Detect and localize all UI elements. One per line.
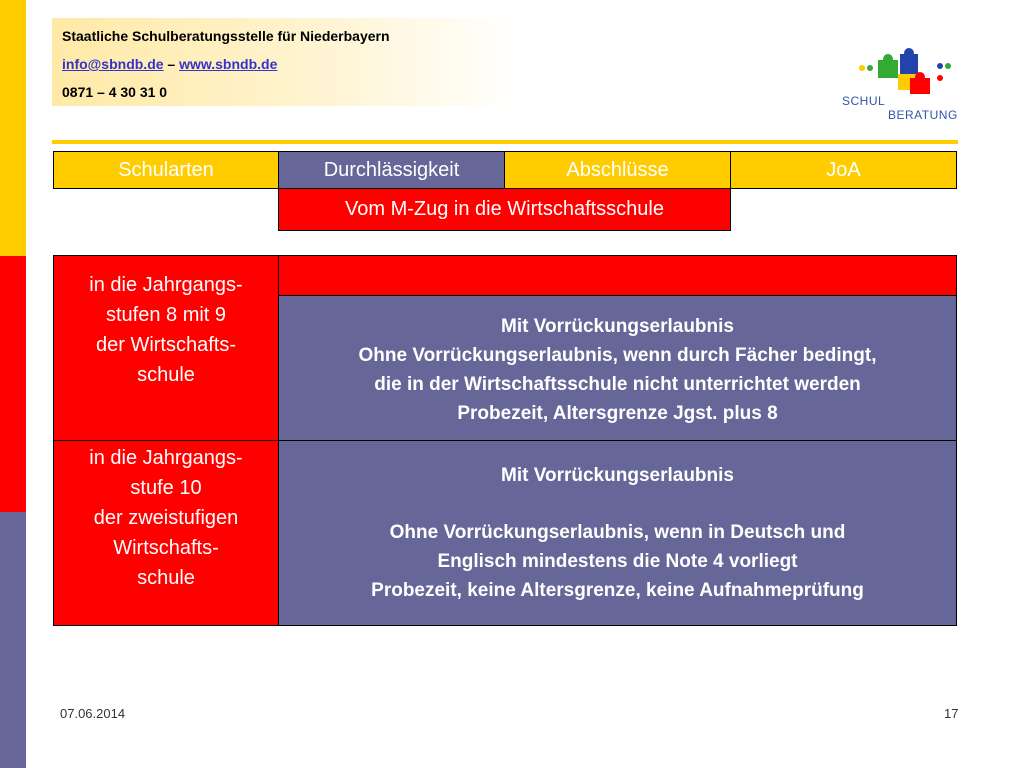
logo-text-beratung: BERATUNG [888, 108, 958, 122]
header-rule [52, 140, 958, 144]
row1-target-line: schule [137, 364, 195, 386]
row1-target-cell [53, 255, 279, 441]
row2-conditions-cell [278, 440, 957, 626]
footer-date: 07.06.2014 [60, 706, 126, 721]
row1-header-bar [278, 255, 957, 296]
row2-target-cell [53, 440, 279, 626]
row1-condition-line: Ohne Vorrückungserlaubnis, wenn durch Fächer bedingt, [358, 345, 877, 366]
phone-number: 0871 – 4 30 31 0 [62, 84, 168, 100]
tab-abschluesse[interactable]: Abschlüsse [504, 151, 731, 189]
contact-line [62, 56, 277, 72]
row1-condition-line: Probezeit, Altersgrenze Jgst. plus 8 [457, 403, 778, 424]
row2-target-line: schule [137, 567, 195, 589]
row1-condition-line: die in der Wirtschaftsschule nicht unterrichtet werden [374, 374, 861, 395]
row2-condition-line: Ohne Vorrückungserlaubnis, wenn in Deutsch und [389, 522, 846, 543]
row2-condition-heading: Mit Vorrückungserlaubnis [501, 465, 734, 486]
row1-conditions-cell [278, 295, 957, 441]
org-name: Staatliche Schulberatungsstelle für Niederbayern [62, 28, 390, 44]
row2-target-line: Wirtschafts- [113, 537, 219, 559]
row1-target-line: in die Jahrgangs- [89, 274, 243, 296]
subtab-m-zug-wirtschaftsschule[interactable]: Vom M-Zug in die Wirtschaftsschule [278, 188, 731, 231]
puzzle-pieces-icon [838, 48, 962, 98]
row2-target-line: der zweistufigen [93, 507, 239, 529]
website-link[interactable]: www.sbndb.de [179, 56, 278, 72]
row2-target-line: in die Jahrgangs- [89, 447, 243, 469]
logo-text-schul: SCHUL [842, 94, 886, 108]
left-stripe-purple [0, 512, 26, 768]
tab-durchlaessigkeit[interactable]: Durchlässigkeit [278, 151, 505, 189]
tab-joa[interactable]: JoA [730, 151, 957, 189]
email-link[interactable]: info@sbndb.de [62, 56, 164, 72]
tab-schularten[interactable]: Schularten [53, 151, 279, 189]
row2-target-line: stufe 10 [130, 477, 202, 499]
left-stripe-red [0, 256, 26, 512]
row1-target-line: stufen 8 mit 9 [105, 304, 227, 326]
row2-condition-line: Englisch mindestens die Note 4 vorliegt [437, 551, 798, 572]
header-box [52, 18, 522, 106]
contact-separator: – [167, 56, 180, 72]
schulberatung-logo [838, 48, 962, 124]
left-stripe-yellow [0, 0, 26, 256]
row2-condition-line: Probezeit, keine Altersgrenze, keine Aufnahmeprüfung [371, 580, 864, 601]
row1-target-line: der Wirtschafts- [95, 334, 237, 356]
row1-condition-line: Mit Vorrückungserlaubnis [501, 316, 734, 337]
row2-spacer [279, 490, 956, 518]
page-number: 17 [944, 706, 959, 721]
